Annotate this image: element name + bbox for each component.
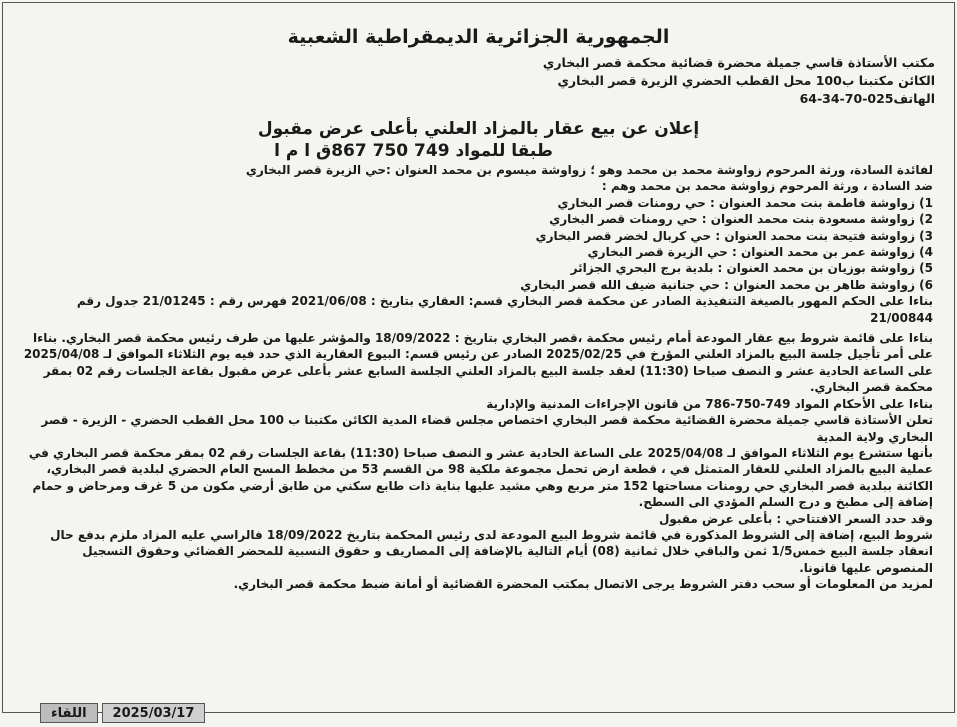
sale-paragraph: بأنها ستشرع يوم الثلاثاء الموافق لـ 2025/04/08 على الساعة الحادية عشر و النصف صباحا (11:30) بقاعة الجلسات رقم 02 بمقر محكمة قصر البخاري في عملية البيع بالمزاد العلني للعقار المتمثل في ، قطعة ارض تحمل مجموعة ملكية 98 من القسم 53 من مخطط المسح العام الحضري لبلدية قصر البخاري، الكائنة ببلدية قصر البخاري حي رومنات مساحتها 152 متر مربع وهي مشيد عليها بناية ذات طابع سكني من طابق أرضي مكون من 5 غرف ومرحاض و حمام إضافة إلى مطبخ و درج السلم المؤدي الى السطح. (28, 445, 933, 510)
newspaper-name: اللقاء (40, 703, 98, 723)
republic-heading: الجمهورية الجزائرية الديمقراطية الشعبية (287, 26, 670, 48)
more-info-paragraph: لمزيد من المعلومات أو سحب دفتر الشروط يرجى الاتصال بمكتب المحضرة القضائية أو أمانة ضبط محكمة قصر البخاري. (233, 577, 933, 592)
heirs-list (22, 195, 933, 293)
notice-title (0, 118, 957, 162)
conditions-paragraph: بناءا على قائمة شروط بيع عقار المودعة أمام رئيس محكمة ،قصر البخاري بتاريخ : 18/09/2022 والمؤشر عليها من طرف رئيس محكمة قصر البخاري. بناءا على أمر تأجيل جلسة البيع بالمزاد العلني المؤرخ في 2025/02/25 الصادر عن رئيس قسم: البيوع العقارية الذي حدد فيه يوم الثلاثاء الموافق لـ 2025/04/08 على الساعة الحادية عشر و النصف صباحا (11:30) لعقد جلسة البيع بالمزاد العلني الجلسة السابع عشر بأعلى عرض مقبول بقاعة الجلسات رقم 02 بمقر محكمة قصر البخاري. (23, 331, 933, 395)
price-paragraph: وقد حدد السعر الافتتاحي : بأعلى عرض مقبول (658, 511, 933, 526)
office-block (335, 54, 935, 108)
list-item: 5) زواوشة بوزيان بن محمد العنوان : بلدية برج البحري الجزائر (570, 261, 933, 276)
publication-date: 2025/03/17 (102, 703, 206, 723)
phone-label: الهاتف (893, 91, 935, 106)
terms-paragraph: شروط البيع، إضافة إلى الشروط المذكورة في قائمة شروط البيع المودعة لدى رئيس المحكمة بتاريخ 18/09/2022 فالراسي عليه المزاد ملزم بدفع حال انعقاد جلسة البيع خمس1/5 ثمن والباقي خلال ثمانية (08) أيام التالية بالإضافة إلى المصاريف و حقوق النسبية للمحضر القضائي وحقوق التسجيل المنصوص عليها قانونا. (50, 527, 933, 575)
office-line-1: مكتب الأستاذة قاسي جميلة محضرة قضائية محكمة قصر البخاري (542, 55, 935, 70)
announce-paragraph: تعلن الأستاذة قاسي جميلة محضرة القضائية محكمة قصر البخاري اختصاص مجلس قضاء المدية الكائن مكتبنا ب 100 محل القطب الحضري - الزيرة - قصر البخاري ولاية المدية (41, 413, 933, 444)
list-item: 3) زواوشة فتيحة بنت محمد العنوان : حي كربال لخضر قصر البخاري (535, 228, 933, 243)
phone-number: 025-70-34-64 (799, 91, 894, 106)
list-item: 2) زواوشة مسعودة بنت محمد العنوان : حي رومنات قصر البخاري (549, 212, 933, 227)
list-item: 1) زواوشة فاطمة بنت محمد العنوان : حي رومنات قصر البخاري (557, 195, 933, 210)
title-line-2: طبقا للمواد 749 750 867ق ا م ا (274, 141, 553, 161)
plaintiff-paragraph: لفائدة السادة، ورثة المرحوم زواوشة محمد بن محمد وهو ؛ زواوشة ميسوم بن محمد العنوان :حي الزيرة قصر البخاري (245, 163, 933, 177)
title-line-1: إعلان عن بيع عقار بالمزاد العلني بأعلى عرض مقبول (257, 119, 700, 139)
defendant-paragraph: ضد السادة ، ورثة المرحوم زواوشة محمد بن محمد وهم : (601, 179, 933, 194)
list-item: 4) زواوشة عمر بن محمد العنوان : حي الزيرة قصر البخاري (587, 245, 933, 260)
office-phone (335, 90, 935, 108)
judgment-paragraph: بناءا على الحكم المهور بالصيغة التنفيذية الصادر عن محكمة قصر البخاري قسم: العقاري بتاريخ : 2021/06/08 فهرس رقم : 21/01245 جدول رقم 21/00844 (76, 294, 933, 325)
list-item: 6) زواوشة طاهر بن محمد العنوان : حي جنانية ضيف الله قصر البخاري (520, 277, 933, 292)
articles-paragraph: بناءا على الأحكام المواد 749-750-786 من قانون الإجراءات المدنية والإدارية (486, 396, 933, 411)
publication-footer (40, 703, 205, 723)
office-line-2: الكائن مكتبنا ب100 محل القطب الحضري الزيرة قصر البخاري (557, 73, 935, 88)
notice-body (22, 162, 933, 593)
